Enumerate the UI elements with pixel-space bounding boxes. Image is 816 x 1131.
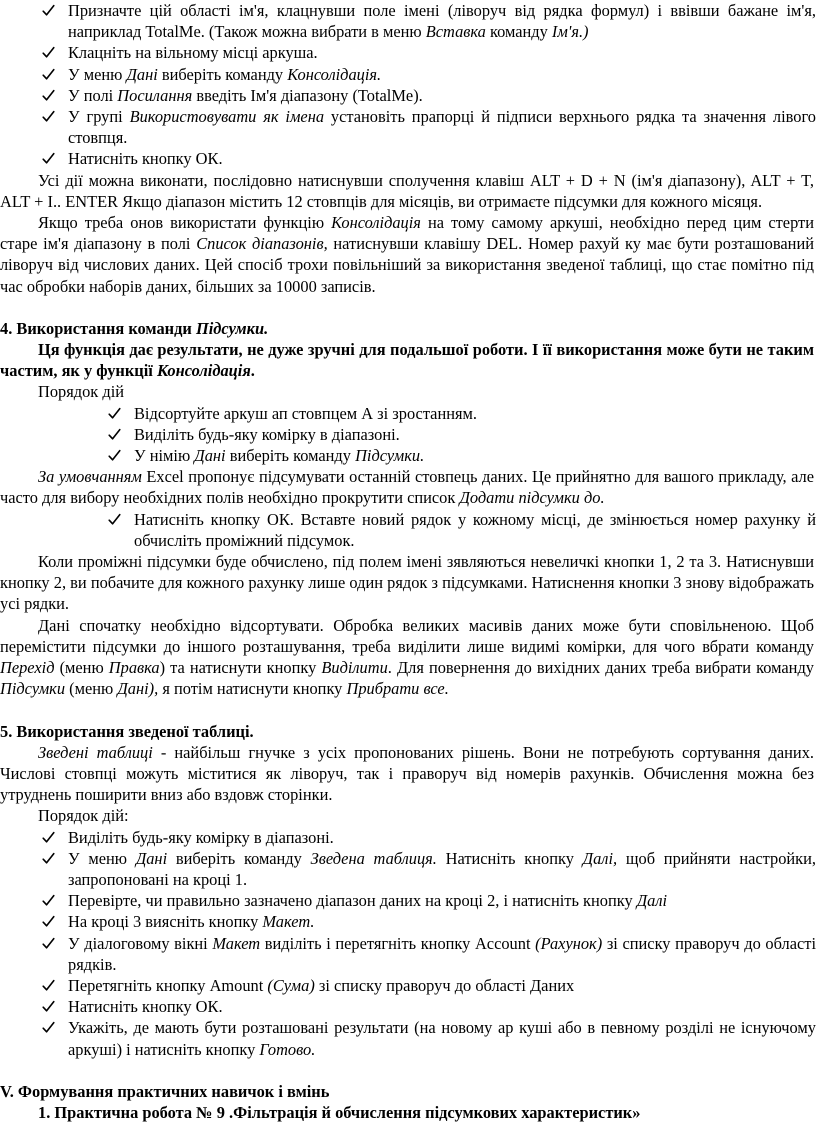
list-item-text: [68, 997, 223, 1016]
italic-text: Виділити: [321, 658, 388, 678]
list-item-text: [68, 934, 816, 974]
section-4-sort-paragraph: [0, 615, 816, 700]
list-item-text: [68, 912, 314, 931]
text-run: зі списку праворуч до області Даних: [314, 975, 575, 995]
list-item-text: [68, 976, 574, 995]
text-run: У діалоговому вікні: [68, 933, 213, 953]
text-run: Клацніть на вільному місці аркуша.: [68, 43, 318, 63]
section-5-steps: [0, 827, 816, 1060]
list-item: [0, 848, 816, 890]
check-icon: [42, 911, 56, 932]
text-run: Призначте цій області ім'я, клацнувши поле імені (ліворуч від рядка формул) і ввівши бажане ім'я, наприклад TotalMe. (Також можна вибрати в меню: [68, 1, 816, 42]
text-run: Натисніть кнопку: [436, 848, 583, 868]
text-run: виділіть і перетягніть кнопку Account: [260, 933, 536, 953]
list-item-text: [68, 65, 381, 84]
text-run: У полі: [68, 85, 118, 105]
list-item: [0, 911, 816, 932]
list-item: [0, 827, 816, 848]
text-run: Виділіть будь-яку комірку в діапазоні.: [134, 424, 400, 444]
list-item: [0, 85, 816, 106]
spacer: [0, 700, 816, 721]
list-item: [0, 64, 816, 85]
text-run: На кроці 3 вияcніть кнопку: [68, 912, 263, 932]
italic-text: (Рахунок): [535, 933, 603, 953]
text-run: ) та натиснути кнопку: [159, 658, 322, 678]
check-icon: [42, 975, 56, 996]
italic-text: Дані: [135, 848, 168, 868]
list-item-text: [68, 1018, 816, 1058]
spacer: [0, 1060, 816, 1081]
section-4-heading: [0, 318, 816, 339]
text-run: У групі: [68, 107, 130, 127]
list-item-text: [68, 828, 334, 847]
text-run: Натисніть кнопку ОК.: [68, 149, 223, 169]
check-icon: [42, 890, 56, 911]
italic-text: Консолідація: [156, 361, 251, 381]
section-4-default-paragraph: [0, 466, 816, 508]
check-icon: [108, 424, 122, 445]
text-run: виберіть команду: [157, 64, 288, 84]
check-icon: [42, 42, 56, 63]
section-4-order-label: Порядок дій: [38, 382, 125, 402]
section-4-intro: [0, 339, 816, 381]
text-run: Відсортуйте аркуш ап стовпцем А зі зростанням.: [134, 403, 478, 423]
italic-text: (Сума): [267, 975, 315, 995]
check-icon: [42, 106, 56, 127]
italic-text: Підсумки.: [355, 446, 425, 466]
text-run: Перевірте, чи правильно зазначено діапазон даних на кроці 2, і натисніть кнопку: [68, 891, 637, 911]
italic-text: Ім'я.): [551, 22, 589, 42]
text-run: зі списку праворуч до області рядків.: [68, 933, 816, 974]
list-item-text: [68, 1, 816, 41]
section-4-ok-step: [0, 509, 816, 551]
text-run: я потім натиснути кнопку: [158, 679, 347, 699]
text-run: Натисніть кнопку ОК. Вставте новий рядок у кожному місці, де змінюється номер рахунку й обчисліть проміжний підсумок.: [134, 509, 816, 550]
italic-text: Готово.: [259, 1039, 316, 1059]
italic-text: Використовувати як імена: [129, 107, 325, 127]
section-v-heading: V. Формування практичних навичок і вмінь: [0, 1081, 330, 1101]
section-4-steps: [0, 403, 816, 467]
list-item: [0, 1017, 816, 1059]
text-run: Ця функція дає результати, не дуже зручні для подальшої роботи. І її використання може бути не таким частим, як у функції: [0, 340, 814, 381]
check-icon: [42, 64, 56, 85]
text-run: виберіть команду: [225, 446, 356, 466]
check-icon: [42, 996, 56, 1017]
list-item-text: [134, 510, 816, 550]
shortcuts-paragraph: Усі дії можна виконати, послідовно натиснувши сполучення клавіш ALT + D + N (ім'я діапазону), ALT + T, ALT + I.. ENTER Якщо діапазон містить 12 стовпців для місяців, ви отримаєте підсумки для кожного місяця.: [0, 170, 814, 211]
italic-text: Дані: [126, 64, 158, 84]
practical-work-heading: 1. Практична робота № 9 .Фільтрація й обчислення підсумкових характеристик»: [38, 1102, 641, 1122]
italic-text: Вставка: [425, 22, 486, 42]
text-run: - найбільш гнучке з усіх пропонованих рішень. Вони не потребують сортування даних. Числові стовпці можуть міститися як ліворуч, так і праворуч від номерів рахунків. Обчислення можна без утруднень поширити вниз або вздовж сторінки.: [0, 742, 814, 805]
italic-text: Посилання: [117, 85, 193, 105]
text-run: на тому самому аркуші, необхідно перед цим стерти старе ім'я діапазону в полі: [0, 213, 814, 254]
text-run: щоб прийняти настройки, запропоновані на кроці 1.: [68, 848, 816, 889]
consolidation-steps-list: [0, 0, 816, 170]
spacer: [0, 297, 816, 318]
text-run: У меню: [68, 64, 127, 84]
italic-text: Правка: [108, 658, 160, 678]
italic-text: За умовчанням: [38, 467, 142, 487]
text-run: натиснувши клавішу DEL. Номер рахуй ку має бути розташований ліворуч від числових даних. Цей спосіб трохи повільніший за використання зведеної таблиці, що стає помітно під час обробки наборів даних, більших за 10000 записів.: [0, 234, 814, 296]
list-item: [0, 42, 816, 63]
list-item-text: [68, 107, 816, 147]
list-item-text: [68, 891, 667, 910]
italic-text: Далі: [636, 891, 668, 911]
italic-text: Зведені таблиці: [38, 742, 153, 762]
text-run: Натисніть кнопку ОК.: [68, 997, 223, 1017]
list-item: [0, 424, 816, 445]
text-run: . Для повернення до вихідних даних треба вибрати команду: [387, 658, 814, 678]
list-item: [0, 890, 816, 911]
section-5-heading: 5. Використання зведеної таблиці.: [0, 721, 254, 741]
text-run: Перетягніть кнопку Amount: [68, 975, 268, 995]
check-icon: [108, 403, 122, 424]
list-item-text: [68, 849, 816, 889]
list-item-text: [134, 404, 477, 423]
italic-text: Макет.: [262, 912, 315, 932]
list-item-text: [68, 86, 423, 105]
list-item-text: [134, 446, 424, 465]
list-item-text: [134, 425, 400, 444]
check-icon: [42, 933, 56, 954]
list-item: [0, 148, 816, 169]
italic-text: Консолідація.: [287, 64, 382, 84]
check-icon: [108, 509, 122, 530]
italic-text: Дані),: [117, 679, 159, 699]
italic-text: Підсумки: [0, 679, 66, 699]
section-5-order-label: Порядок дій:: [38, 806, 129, 826]
text-run: У меню: [68, 848, 136, 868]
italic-text: Прибрати все.: [346, 679, 449, 699]
italic-text: Підсумки.: [195, 318, 269, 338]
text-run: Якщо треба онов використати функцію: [38, 213, 332, 233]
text-run: 4. Використання команди: [0, 318, 196, 338]
text-run: Укажіть, де мають бути розташовані результати (на новому ар куші або в певному розділі не існуючому аркуші) і натисніть кнопку: [68, 1018, 816, 1059]
text-run: установіть прапорці й підписи верхнього рядка та значення лівого стовпця.: [68, 107, 816, 148]
italic-text: Додати підсумки до.: [459, 488, 605, 508]
italic-text: Далі,: [582, 848, 618, 868]
text-run: .: [250, 361, 255, 381]
list-item: [0, 106, 816, 148]
check-icon: [108, 445, 122, 466]
reuse-paragraph: [0, 212, 816, 297]
list-item: [0, 975, 816, 996]
check-icon: [42, 148, 56, 169]
list-item: [0, 403, 816, 424]
list-item-text: [68, 149, 223, 168]
section-4-buttons-paragraph: Коли проміжні підсумки буде обчислено, під полем імені зявляються невеличкі кнопки 1, 2 та 3. Натиснувши кнопку 2, ви побачите для кожного рахунку лише один рядок з підсумками. Натиснення кнопки 3 знову відображать усі рядки.: [0, 552, 814, 614]
text-run: введіть Ім'я діапазону (TotalMe).: [192, 85, 423, 105]
text-run: (меню: [54, 658, 109, 678]
text-run: У німію: [134, 446, 195, 466]
check-icon: [42, 827, 56, 848]
italic-text: Зведена таблиця.: [310, 848, 437, 868]
list-item: [0, 445, 816, 466]
check-icon: [42, 85, 56, 106]
italic-text: Дані: [194, 446, 226, 466]
italic-text: Консолідація: [331, 213, 421, 233]
italic-text: Перехід: [0, 658, 55, 678]
italic-text: Макет: [212, 933, 261, 953]
text-run: команду: [485, 22, 552, 42]
italic-text: Список діапазонів,: [196, 234, 328, 254]
text-run: Виділіть будь-яку комірку в діапазоні.: [68, 827, 334, 847]
check-icon: [42, 0, 56, 21]
text-run: (меню: [65, 679, 118, 699]
text-run: виберіть команду: [167, 848, 311, 868]
check-icon: [42, 848, 56, 869]
check-icon: [42, 1017, 56, 1038]
list-item: [0, 0, 816, 42]
section-5-intro: [0, 742, 816, 806]
text-run: Дані спочатку необхідно відсортувати. Обробка великих масивів даних може бути сповільненою. Щоб перемістити підсумки до іншого розташування, треба виділити лише видимі комірки, для чого вбрати команду: [0, 615, 814, 656]
list-item: [0, 933, 816, 975]
list-item: [0, 996, 816, 1017]
list-item-text: [68, 43, 318, 62]
list-item: [0, 509, 816, 551]
text-run: Excel пропонує підсумувати останній стовпець даних. Це прийнятно для вашого прикладу, але часто для вибору необхідних полів необхідно прокрутити список: [0, 467, 814, 508]
